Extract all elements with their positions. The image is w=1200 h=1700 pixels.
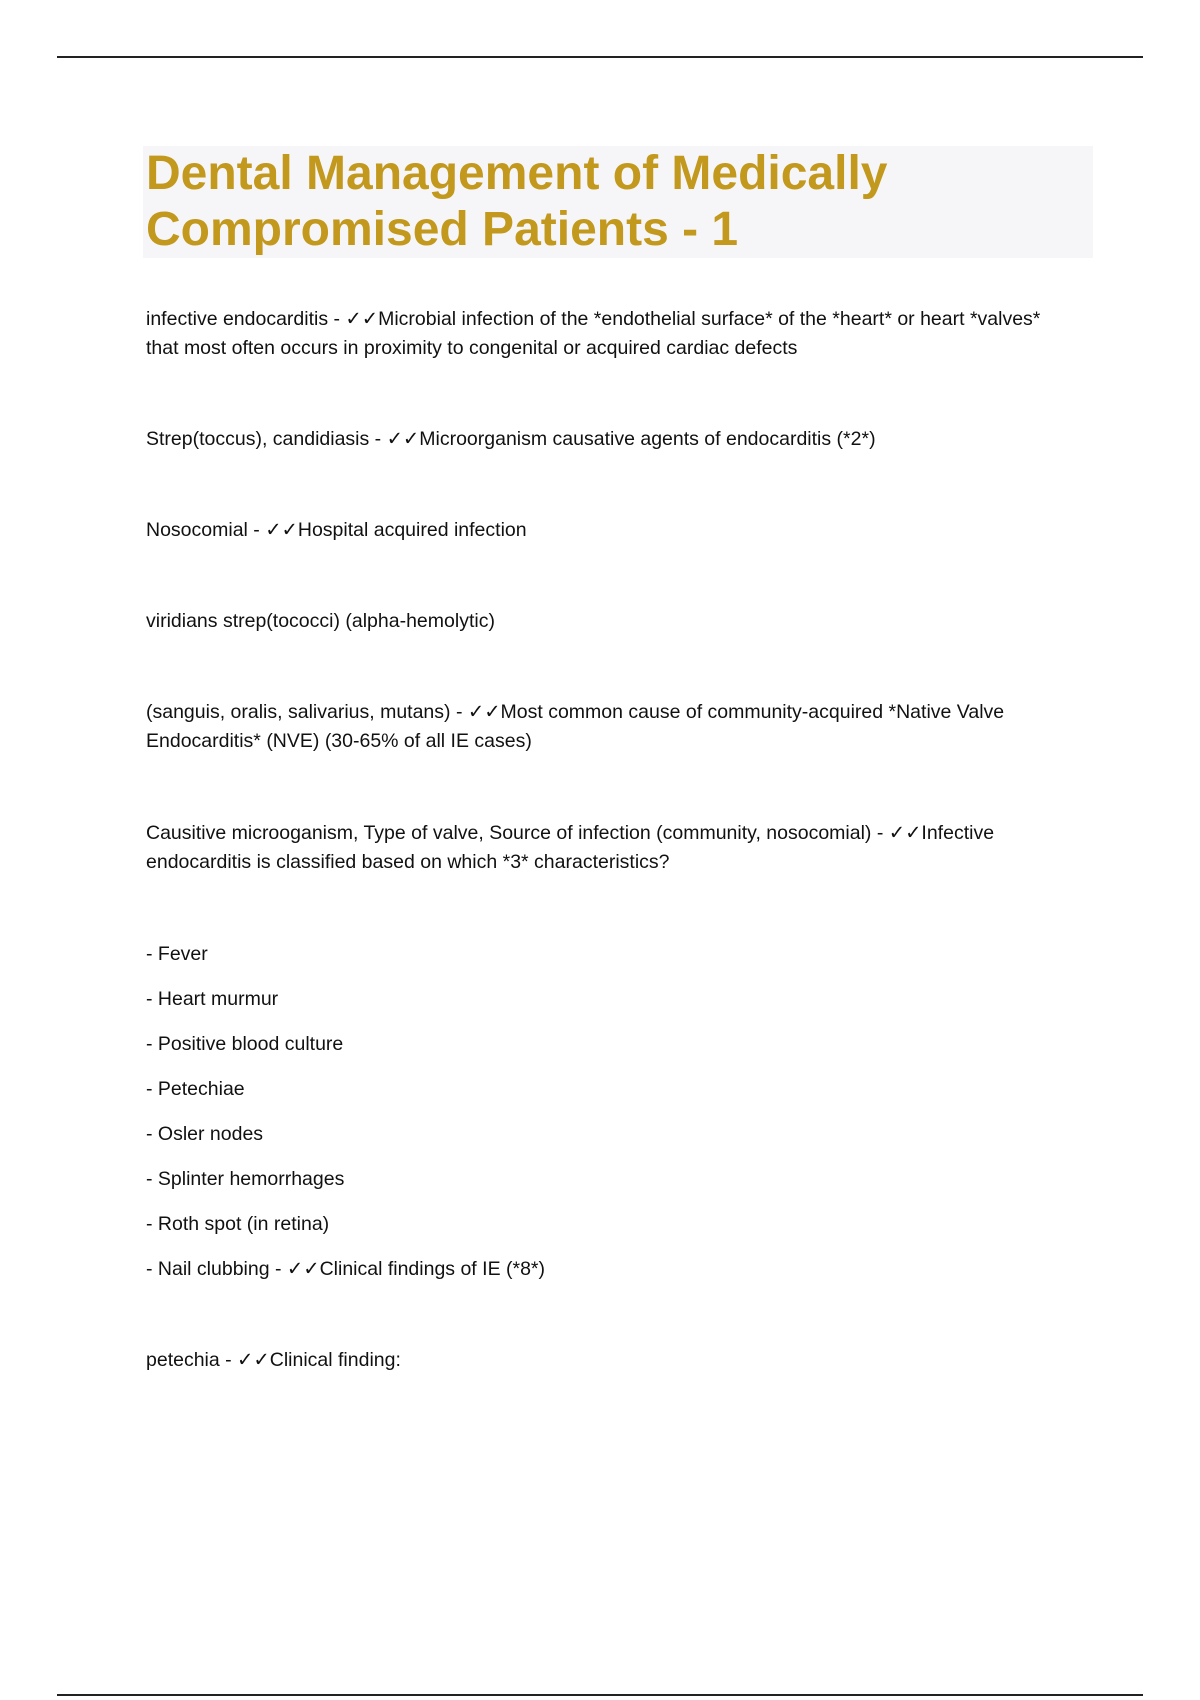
list-item: - Positive blood culture [146,1033,344,1055]
flashcard-entry: infective endocarditis - ✓✓Microbial infection of the *endothelial surface* of the *heart* or heart *valves* that most often occurs in proximity to congenital or acquired cardiac defects [146,308,1041,359]
list-item: - Osler nodes [146,1123,264,1145]
page-title: Dental Management of Medically Compromised Patients - 1 [146,147,888,256]
list-item: - Heart murmur [146,988,279,1010]
document-body [146,305,1076,1437]
flashcard-entry: Nosocomial - ✓✓Hospital acquired infection [146,519,527,541]
clinical-findings-list [146,940,1076,1284]
list-item: - Roth spot (in retina) [146,1213,330,1235]
header-rule [57,56,1143,58]
footer-rule [57,1694,1143,1696]
list-item: - Petechiae [146,1078,245,1100]
list-item: - Fever [146,943,208,965]
flashcard-entry: petechia - ✓✓Clinical finding: [146,1349,401,1371]
flashcard-entry: viridians strep(tococci) (alpha-hemolytic) [146,610,495,632]
flashcard-entry: (sanguis, oralis, salivarius, mutans) - ✓✓Most common cause of community-acquired *Native Valve Endocarditis* (NVE) (30-65% of all IE cases) [146,701,1005,752]
list-item: - Splinter hemorrhages [146,1168,345,1190]
list-item: - Nail clubbing - ✓✓Clinical findings of IE (*8*) [146,1258,545,1280]
flashcard-entry: Strep(toccus), candidiasis - ✓✓Microorganism causative agents of endocarditis (*2*) [146,428,876,450]
flashcard-entry: Causitive microoganism, Type of valve, Source of infection (community, nosocomial) - ✓✓Infective endocarditis is classified based on which *3* characteristics? [146,822,995,873]
